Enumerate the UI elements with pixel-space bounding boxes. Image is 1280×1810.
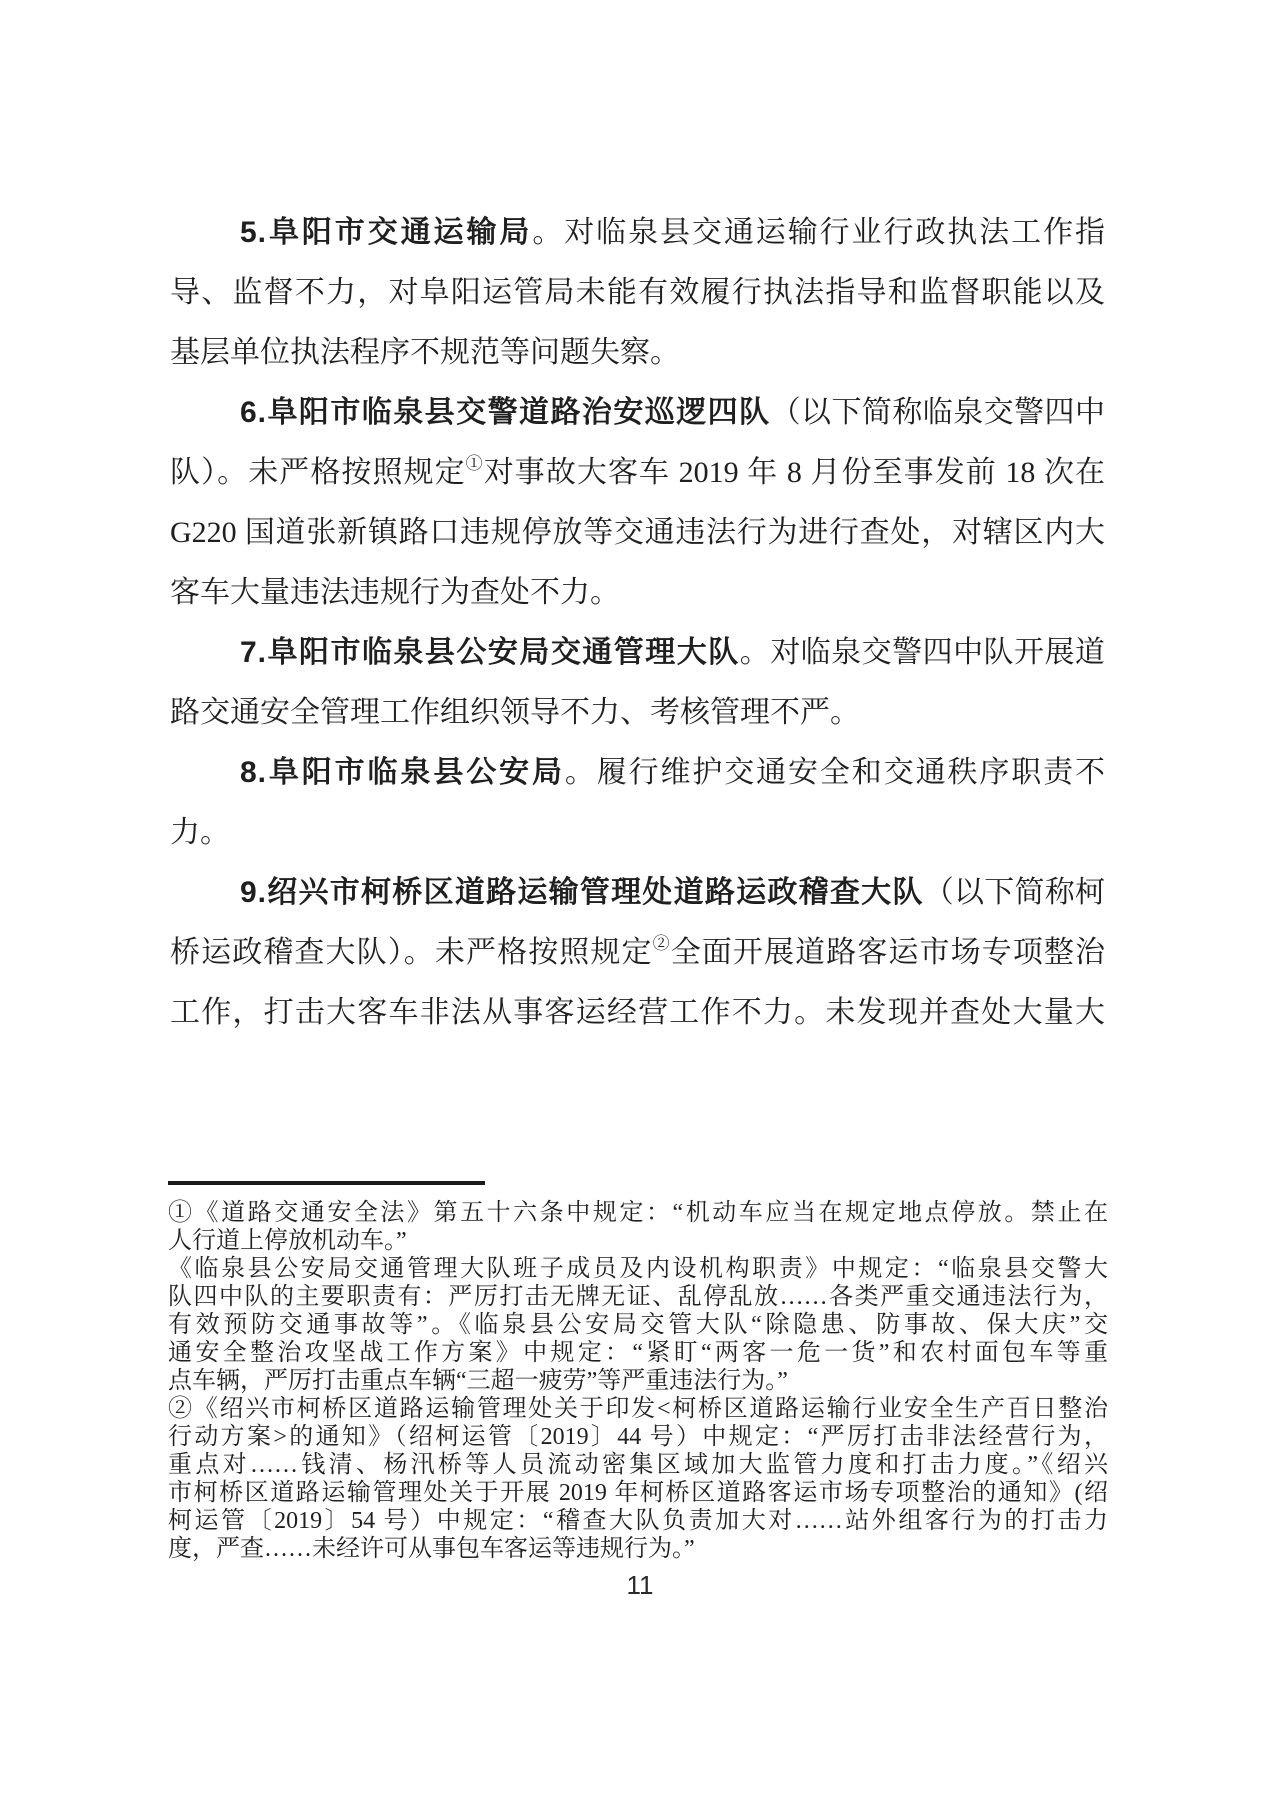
- body-text-run: 桥运政稽查大队）。未严格按照规定: [170, 936, 653, 969]
- footnotes-section: [168, 1199, 1108, 1563]
- footnote-line-13: 度，严查……未经许可从事包车客运等违规行为。”: [168, 1536, 695, 1562]
- bold-heading-text: 5.阜阳市交通运输局: [240, 216, 533, 249]
- body-line-item-6-4: [170, 563, 1105, 623]
- footnote-line-12: 柯运管〔2019〕54 号）中规定：“稽查大队负责加大对……站外组客行为的打击力: [168, 1508, 1108, 1534]
- body-line-item-6-3: [170, 503, 1105, 563]
- footnote-line-7: 点车辆，严厉打击重点车辆“三超一疲劳”等严重违法行为。”: [168, 1368, 788, 1394]
- body-text-run: G220 国道张新镇路口违规停放等交通违法行为进行查处，对辖区内大: [170, 516, 1105, 549]
- body-line-item-8-1: [170, 743, 1105, 803]
- body-text-run: 导、监督不力，对阜阳运管局未能有效履行执法指导和监督职能以及: [170, 276, 1105, 309]
- footnote-divider: [168, 1181, 485, 1185]
- body-line-item-5-2: [170, 263, 1105, 323]
- footnote-line-5: 有效预防交通事故等”。《临泉县公安局交管大队“除隐患、防事故、保大庆”交: [168, 1312, 1108, 1338]
- body-text-run: 。对临泉县交通运输行业行政执法工作指: [532, 216, 1105, 249]
- footnote-line-8: ②《绍兴市柯桥区道路运输管理处关于印发<柯桥区道路运输行业安全生产百日整治: [168, 1396, 1108, 1422]
- body-line-item-9-1: [170, 863, 1105, 923]
- body-text-run: 队）。未严格按照规定: [170, 456, 466, 489]
- footnote-line-11: 市柯桥区道路运输管理处关于开展 2019 年柯桥区道路客运市场专项整治的通知》(绍: [168, 1480, 1108, 1506]
- body-line-item-9-2: [170, 923, 1105, 983]
- body-text-run: （以下简称柯: [923, 876, 1105, 909]
- body-line-item-7-2: [170, 683, 1105, 743]
- footnote-reference-mark: ①: [465, 454, 484, 473]
- body-line-item-9-3: [170, 983, 1105, 1043]
- footnote-line-10: 重点对……钱清、杨汛桥等人员流动密集区域加大监管力度和打击力度。”《绍兴: [168, 1452, 1108, 1478]
- body-text-run: 全面开展道路客运市场专项整治: [670, 936, 1105, 969]
- body-line-item-5-3: [170, 323, 1105, 383]
- footnote-line-3: 《临泉县公安局交通管理大队班子成员及内设机构职责》中规定：“临泉县交警大: [168, 1256, 1108, 1282]
- bold-heading-text: 7.阜阳市临泉县公安局交通管理大队: [240, 636, 740, 669]
- footnote-line-4: 队四中队的主要职责有：严厉打击无牌无证、乱停乱放……各类严重交通违法行为，: [168, 1284, 1108, 1310]
- body-text-run: （以下简称临泉交警四中: [770, 396, 1105, 429]
- footnote-line-9: 行动方案>的通知》（绍柯运管〔2019〕44 号）中规定：“严厉打击非法经营行为，: [168, 1424, 1108, 1450]
- bold-heading-text: 8.阜阳市临泉县公安局: [240, 756, 565, 789]
- body-line-item-7-1: [170, 623, 1105, 683]
- document-body: [170, 203, 1105, 1043]
- body-line-item-6-2: [170, 443, 1105, 503]
- footnote-line-2: 人行道上停放机动车。”: [168, 1228, 407, 1254]
- body-text-run: 客车大量违法违规行为查处不力。: [170, 576, 620, 609]
- body-text-run: 对事故大客车 2019 年 8 月份至事发前 18 次在: [483, 456, 1105, 489]
- body-text-run: 工作，打击大客车非法从事客运经营工作不力。未发现并查处大量大: [170, 996, 1105, 1029]
- footnote-line-1: ①《道路交通安全法》第五十六条中规定：“机动车应当在规定地点停放。禁止在: [168, 1200, 1108, 1226]
- footnote-line-6: 通安全整治攻坚战工作方案》中规定：“紧盯“两客一危一货”和农村面包车等重: [168, 1340, 1108, 1366]
- bold-heading-text: 6.阜阳市临泉县交警道路治安巡逻四队: [240, 396, 771, 429]
- page-number: 11: [626, 1570, 654, 1600]
- body-text-run: 。履行维护交通安全和交通秩序职责不: [564, 756, 1105, 789]
- body-line-item-8-2: [170, 803, 1105, 863]
- body-line-item-6-1: [170, 383, 1105, 443]
- body-text-run: 力。: [170, 816, 230, 849]
- footnote-reference-mark: ②: [652, 934, 671, 953]
- body-text-run: 基层单位执法程序不规范等问题失察。: [170, 336, 680, 369]
- bold-heading-text: 9.绍兴市柯桥区道路运输管理处道路运政稽查大队: [240, 876, 924, 909]
- body-text-run: 。对临泉交警四中队开展道: [739, 636, 1105, 669]
- body-text-run: 路交通安全管理工作组织领导不力、考核管理不严。: [170, 696, 860, 729]
- body-line-item-5-1: [170, 203, 1105, 263]
